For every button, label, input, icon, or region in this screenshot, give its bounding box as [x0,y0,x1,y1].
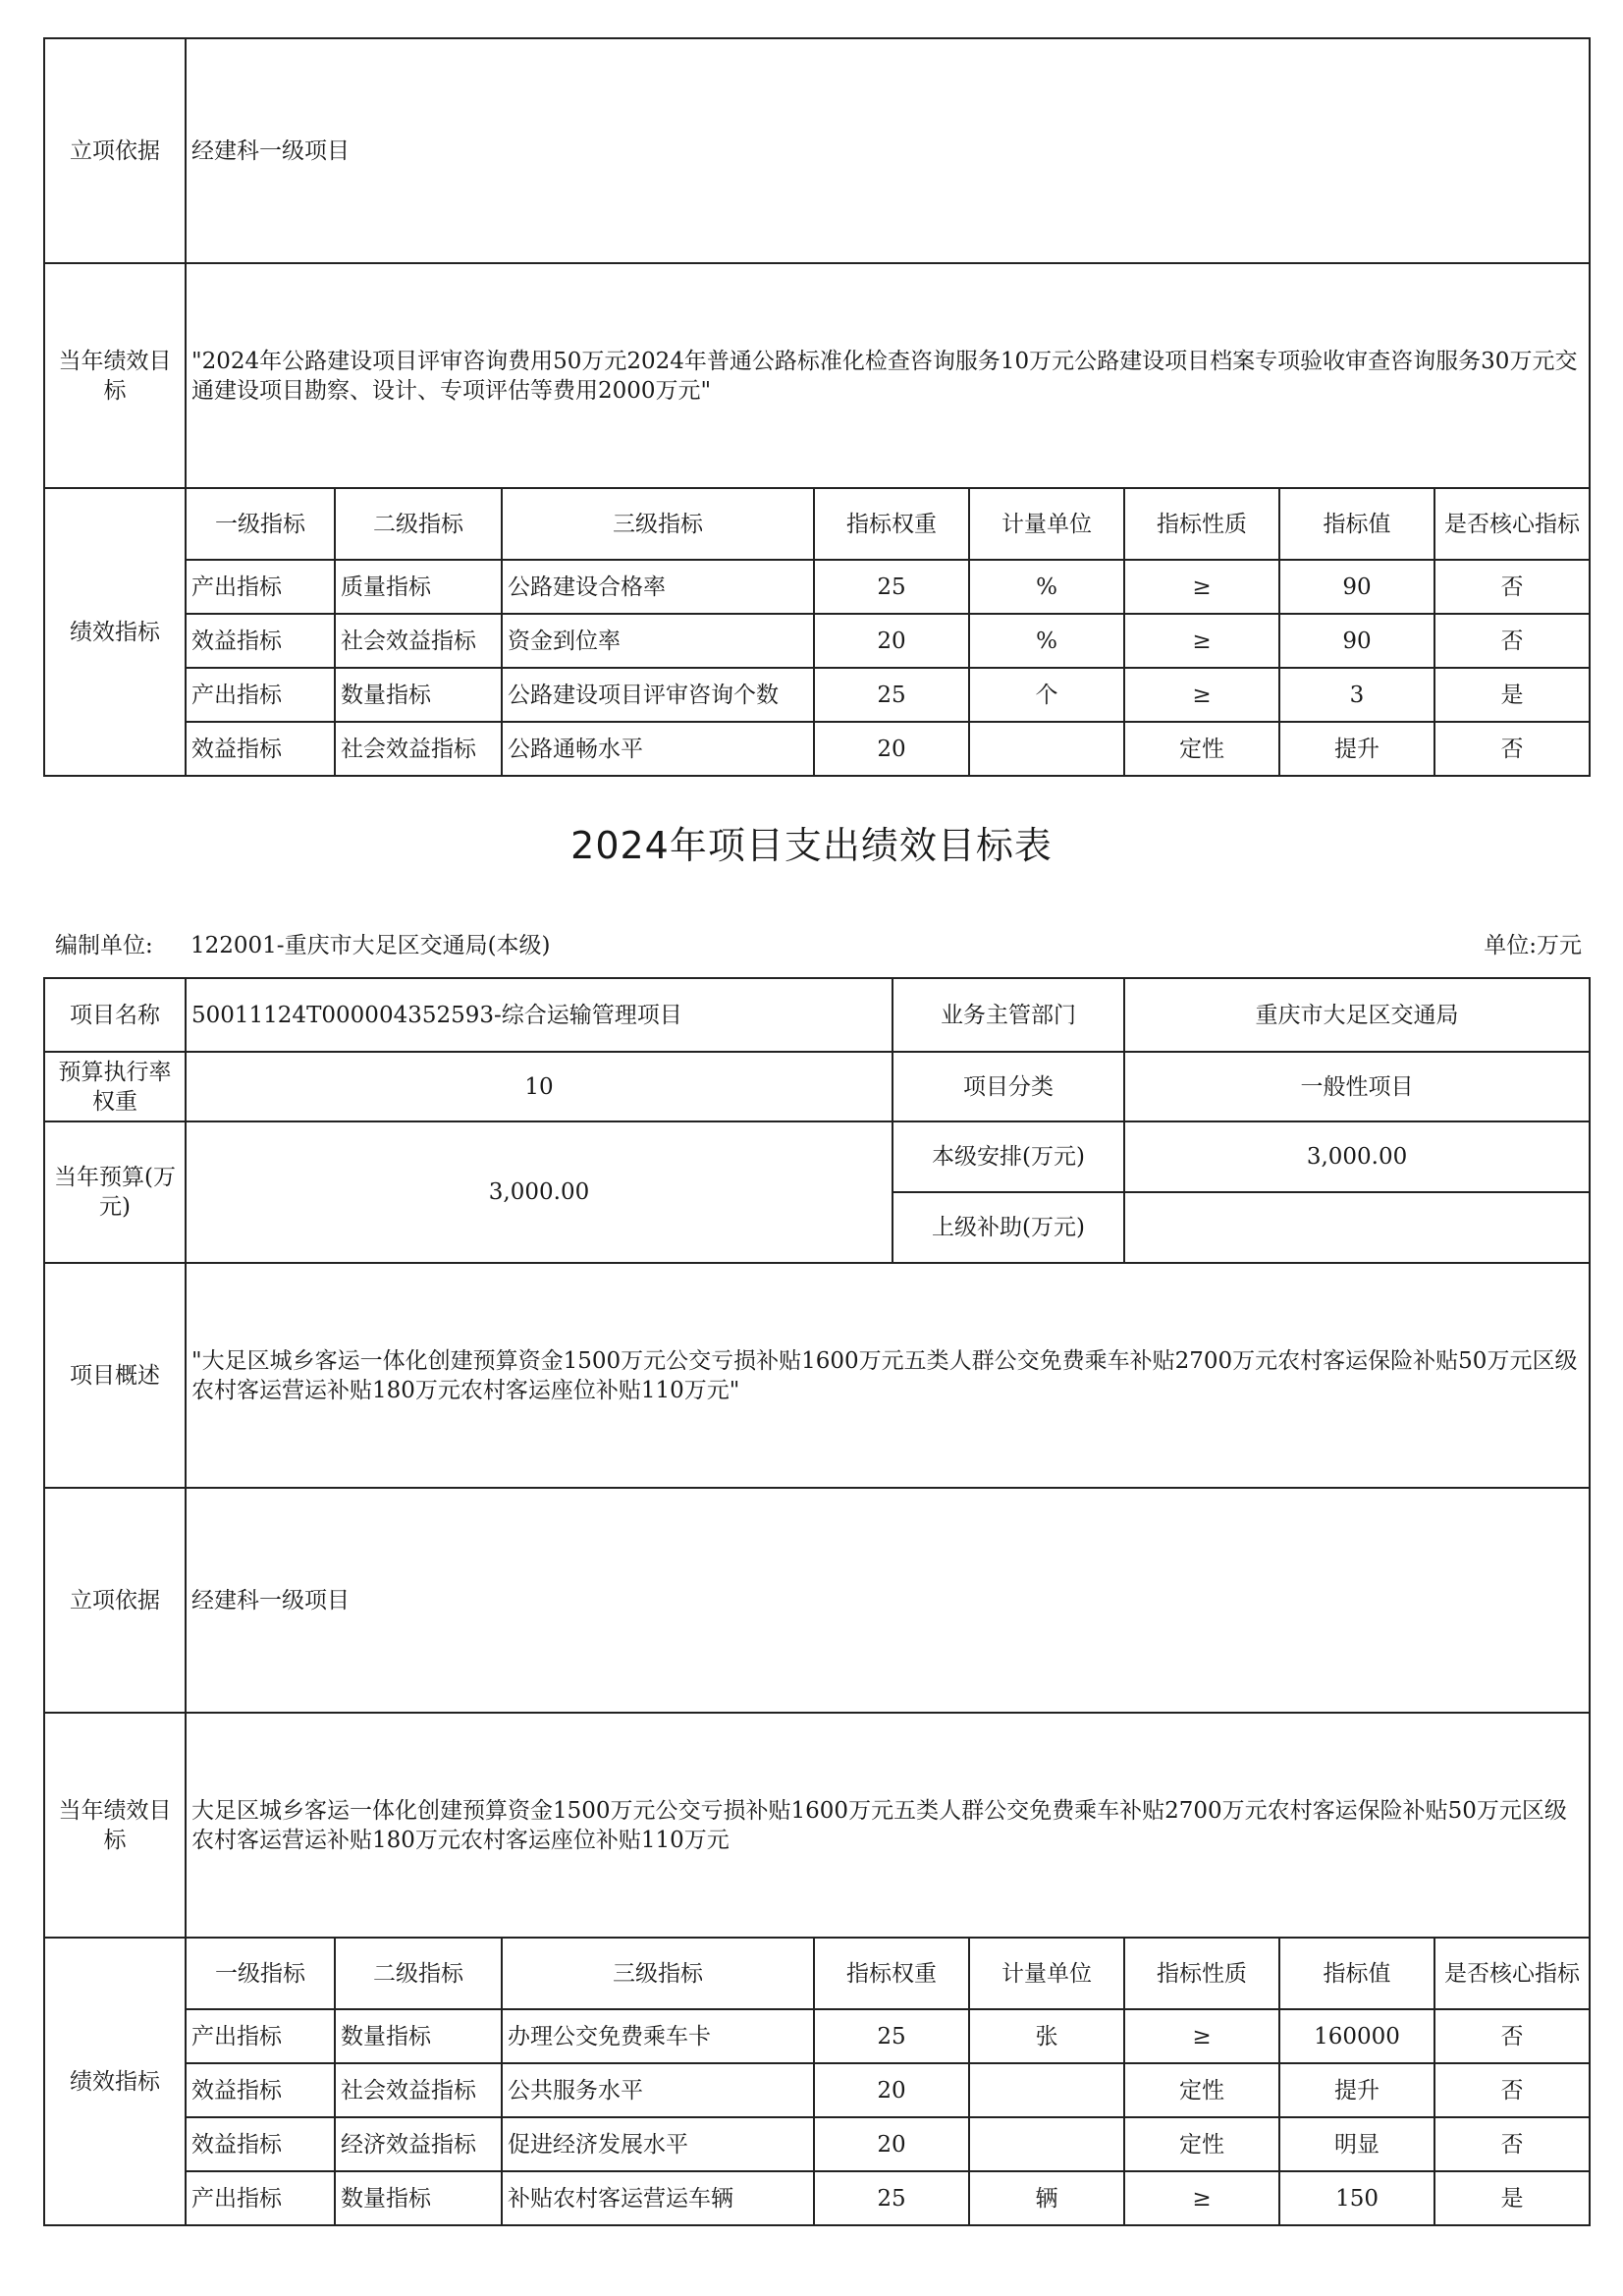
header-cell: 是否核心指标 [1434,1938,1590,2009]
cell: 90 [1279,614,1434,668]
dept-value: 重庆市大足区交通局 [1124,978,1590,1052]
lixiang-label: 立项依据 [44,38,186,263]
header-cell: 二级指标 [335,488,502,560]
cell: 数量指标 [335,2009,502,2063]
cell: 定性 [1124,2117,1279,2171]
cell: 公路建设项目评审咨询个数 [502,668,814,722]
table-row [44,2063,1590,2117]
cell: 明显 [1279,2117,1434,2171]
header-cell: 一级指标 [186,488,335,560]
cell: 20 [814,2063,969,2117]
lixiang-value: 经建科一级项目 [186,38,1590,263]
cell: 公路通畅水平 [502,722,814,776]
header-cell: 是否核心指标 [1434,488,1590,560]
local-label: 本级安排(万元) [893,1121,1124,1192]
cell: 公共服务水平 [502,2063,814,2117]
budget-value: 3,000.00 [186,1121,893,1263]
cell: 是 [1434,668,1590,722]
budget-label: 当年预算(万元) [44,1121,186,1263]
cell: 25 [814,560,969,614]
cell: 20 [814,614,969,668]
page-title: 2024年项目支出绩效目标表 [570,824,1053,867]
rate-value: 10 [186,1052,893,1121]
lixiang-label: 立项依据 [44,1488,186,1713]
header-cell: 指标值 [1279,488,1434,560]
header-cell: 三级指标 [502,488,814,560]
cell: 产出指标 [186,2009,335,2063]
upper-label: 上级补助(万元) [893,1192,1124,1263]
category-label: 项目分类 [893,1052,1124,1121]
cell: 社会效益指标 [335,614,502,668]
cell: 否 [1434,722,1590,776]
cell: ≥ [1124,668,1279,722]
cell: 25 [814,2009,969,2063]
header-cell: 二级指标 [335,1938,502,2009]
cell: 是 [1434,2171,1590,2225]
cell: ≥ [1124,2171,1279,2225]
upper-value [1124,1192,1590,1263]
table-row [44,722,1590,776]
cell: 定性 [1124,722,1279,776]
header-cell: 三级指标 [502,1938,814,2009]
cell: 否 [1434,2117,1590,2171]
compiler-unit-label: 编制单位: [55,933,153,958]
currency-unit: 单位:万元 [1484,933,1582,958]
cell: 160000 [1279,2009,1434,2063]
cell: 数量指标 [335,668,502,722]
dept-label: 业务主管部门 [893,978,1124,1052]
cell: 提升 [1279,2063,1434,2117]
cell: 张 [969,2009,1124,2063]
cell: 效益指标 [186,614,335,668]
cell: 个 [969,668,1124,722]
project-table [43,977,1591,2226]
cell: % [969,560,1124,614]
cell: 否 [1434,2063,1590,2117]
cell: 辆 [969,2171,1124,2225]
cell: 25 [814,668,969,722]
table-row [44,2171,1590,2225]
cell: 社会效益指标 [335,2063,502,2117]
cell: 定性 [1124,2063,1279,2117]
rate-label: 预算执行率权重 [44,1052,186,1121]
lixiang-value: 经建科一级项目 [186,1488,1590,1713]
perf-label: 绩效指标 [44,488,186,776]
category-value: 一般性项目 [1124,1052,1590,1121]
cell: ≥ [1124,614,1279,668]
cell: 提升 [1279,722,1434,776]
cell: 效益指标 [186,2063,335,2117]
cell: 公路建设合格率 [502,560,814,614]
cell: 经济效益指标 [335,2117,502,2171]
cell: 质量指标 [335,560,502,614]
overview-value: "大足区城乡客运一体化创建预算资金1500万元公交亏损补贴1600万元五类人群公交免费乘车补贴2700万元农村客运保险补贴50万元区级农村客运营运补贴180万元农村客运座位补贴110万元" [186,1263,1590,1488]
header-cell: 指标权重 [814,1938,969,2009]
cell: 否 [1434,614,1590,668]
header-cell: 指标权重 [814,488,969,560]
header-cell: 一级指标 [186,1938,335,2009]
cell: 否 [1434,560,1590,614]
cell: ≥ [1124,560,1279,614]
goal-label: 当年绩效目标 [44,263,186,488]
cell: 3 [1279,668,1434,722]
table-row [44,2009,1590,2063]
header-cell: 计量单位 [969,1938,1124,2009]
header-cell: 指标性质 [1124,1938,1279,2009]
cell: 产出指标 [186,2171,335,2225]
cell: 产出指标 [186,560,335,614]
cell [969,722,1124,776]
perf-label: 绩效指标 [44,1938,186,2225]
cell [969,2117,1124,2171]
cell: 数量指标 [335,2171,502,2225]
cell: 150 [1279,2171,1434,2225]
cell: % [969,614,1124,668]
cell: 促进经济发展水平 [502,2117,814,2171]
compiler-unit-value: 122001-重庆市大足区交通局(本级) [190,933,551,958]
local-value: 3,000.00 [1124,1121,1590,1192]
cell: 产出指标 [186,668,335,722]
table-row [44,560,1590,614]
header-cell: 指标性质 [1124,488,1279,560]
project-name-label: 项目名称 [44,978,186,1052]
overview-label: 项目概述 [44,1263,186,1488]
cell: 20 [814,2117,969,2171]
cell [969,2063,1124,2117]
goal-value: "2024年公路建设项目评审咨询费用50万元2024年普通公路标准化检查咨询服务10万元公路建设项目档案专项验收审查咨询服务30万元交通建设项目勘察、设计、专项评估等费用2000万元" [186,263,1590,488]
cell: 20 [814,722,969,776]
goal-label: 当年绩效目标 [44,1713,186,1938]
table-row [44,668,1590,722]
table-row [44,2117,1590,2171]
cell: 否 [1434,2009,1590,2063]
cell: 效益指标 [186,722,335,776]
cell: 效益指标 [186,2117,335,2171]
previous-project-table [43,37,1591,777]
table-row [44,614,1590,668]
cell: 社会效益指标 [335,722,502,776]
header-cell: 指标值 [1279,1938,1434,2009]
goal-value: 大足区城乡客运一体化创建预算资金1500万元公交亏损补贴1600万元五类人群公交免费乘车补贴2700万元农村客运保险补贴50万元区级农村客运营运补贴180万元农村客运座位补贴110万元 [186,1713,1590,1938]
cell: 资金到位率 [502,614,814,668]
cell: 补贴农村客运营运车辆 [502,2171,814,2225]
cell: 办理公交免费乘车卡 [502,2009,814,2063]
cell: 25 [814,2171,969,2225]
cell: ≥ [1124,2009,1279,2063]
header-cell: 计量单位 [969,488,1124,560]
project-name-value: 50011124T000004352593-综合运输管理项目 [186,978,893,1052]
cell: 90 [1279,560,1434,614]
